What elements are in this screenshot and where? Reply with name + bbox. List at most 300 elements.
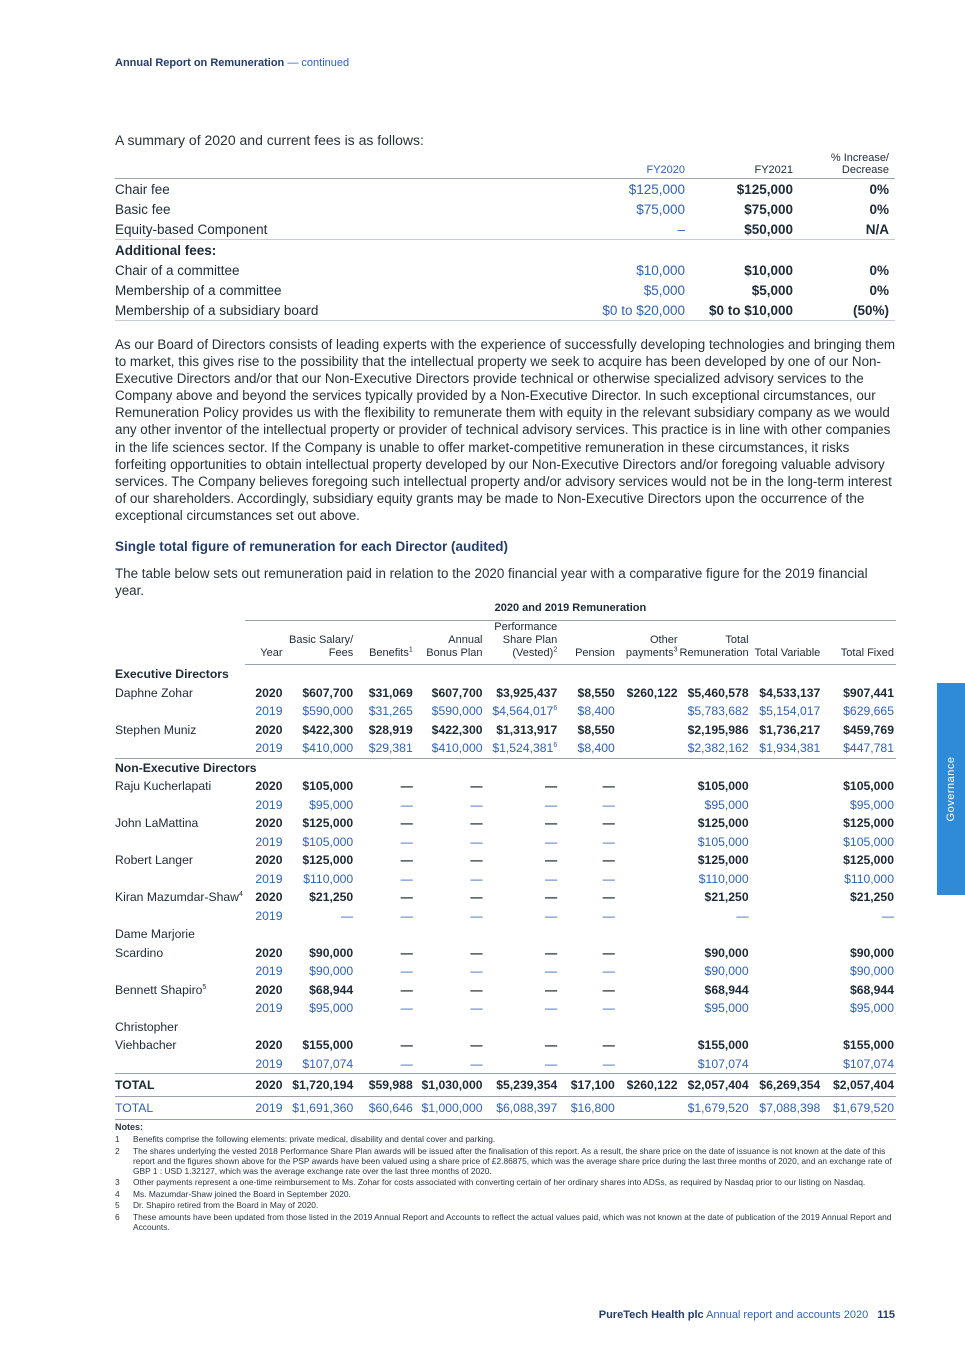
- table-cell: [115, 907, 245, 926]
- director-name: John LaMattina: [115, 816, 199, 831]
- table-cell: 2020: [255, 685, 283, 700]
- table-cell: $8,400: [577, 704, 615, 719]
- table-cell: $105,000: [843, 834, 894, 849]
- fees-change: 0%: [869, 282, 889, 298]
- table-cell: $68,944: [849, 982, 894, 997]
- table-cell: [115, 999, 245, 1018]
- table-cell: $155,000: [843, 1038, 894, 1053]
- director-name: Bennett Shapiro$^5$: [115, 982, 207, 997]
- table-cell: —: [400, 1038, 413, 1053]
- header-title: Annual Report on Remuneration: [115, 57, 285, 69]
- table-cell: $105,000: [302, 834, 354, 849]
- table-cell: $607,700: [302, 685, 354, 700]
- table-cell: $607,700: [431, 685, 483, 700]
- table-cell: [617, 702, 680, 721]
- director-name: Robert Langer: [115, 853, 193, 868]
- table-cell: [617, 1097, 680, 1120]
- table-cell: $16,800: [559, 1097, 617, 1120]
- table-cell: —: [545, 1001, 558, 1016]
- table-cell: —: [602, 908, 615, 923]
- fees-row: [115, 280, 895, 300]
- notes: [115, 1122, 900, 1233]
- table-cell: $260,122: [617, 1074, 680, 1097]
- table-cell: $260,122: [626, 685, 678, 700]
- table-cell: $590,000: [302, 704, 354, 719]
- table-cell: —: [400, 1056, 413, 1071]
- fees-header-row: [115, 152, 895, 179]
- table-cell: $6,088,397: [485, 1097, 560, 1120]
- running-header: [115, 57, 349, 69]
- table-cell: [751, 1036, 823, 1055]
- table-cell: —: [470, 890, 483, 905]
- col-bonus: Annual Bonus Plan: [415, 621, 485, 665]
- table-cell: —: [602, 797, 615, 812]
- table-cell: —: [545, 779, 558, 794]
- table-cell: $8,550: [577, 685, 615, 700]
- table-cell: $125,000: [697, 853, 749, 868]
- table-cell: —: [470, 871, 483, 886]
- table-cell: $110,000: [844, 871, 894, 886]
- table-cell: $590,000: [431, 704, 483, 719]
- fees-row-label: Equity-based Component: [115, 219, 571, 240]
- table-cell: $68,944: [704, 982, 749, 997]
- director-name: Christopher: [115, 1019, 178, 1034]
- table-cell: $8,400: [559, 739, 617, 758]
- fees-change: (50%): [799, 300, 895, 321]
- fees-change: 0%: [869, 262, 889, 278]
- table-cell: [751, 870, 823, 889]
- table-cell: [751, 833, 823, 852]
- fees-fy2021: $10,000: [744, 262, 793, 278]
- table-row: [115, 999, 896, 1018]
- table-cell: $7,088,398: [751, 1097, 823, 1120]
- col-year: Year: [245, 621, 285, 665]
- table-row: [115, 702, 896, 721]
- table-cell: —: [545, 1056, 558, 1071]
- table-row: [115, 907, 896, 926]
- director-name: Stephen Muniz: [115, 722, 197, 737]
- category-row: [115, 665, 896, 684]
- table-cell: —: [400, 964, 413, 979]
- note-item: 4 Ms. Mazumdar-Shaw joined the Board in September 2020.: [115, 1188, 351, 1199]
- note-item: 2 The shares underlying the vested 2018 Performance Share Plan awards will be issued after the finalisation of this report. As a result, the share price on the date of issuance is not known at the date of this report and the figures shown above for the PSP awards have been valued using a share price of £2.86875, which was the average share price during the last three months of 2020, and an exchange rate of GBP 1 : USD 1.32127, which was the average exchange rate over the last three months of 2020.: [115, 1145, 892, 1176]
- table-cell: [751, 981, 823, 1000]
- table-cell: 2019: [255, 964, 283, 979]
- table-cell: $21,250: [849, 890, 894, 905]
- header-continued: — continued: [287, 57, 350, 69]
- table-cell: $90,000: [704, 945, 749, 960]
- table-cell: —: [545, 797, 558, 812]
- col-fixed: Total Fixed: [822, 621, 896, 665]
- table-cell: 2020: [255, 816, 283, 831]
- table-cell: 2019: [255, 871, 283, 886]
- table-cell: $629,665: [843, 704, 894, 719]
- table-cell: —: [400, 945, 413, 960]
- table-cell: $90,000: [849, 964, 894, 979]
- table-cell: $90,000: [849, 945, 894, 960]
- table-cell: —: [400, 871, 413, 886]
- table-cell: [751, 907, 823, 926]
- table-cell: [115, 870, 245, 889]
- table-cell: —: [545, 964, 558, 979]
- table-cell: $90,000: [309, 945, 354, 960]
- table-cell: [751, 999, 823, 1018]
- table-cell: 2020: [255, 982, 283, 997]
- table-cell: 2019: [255, 834, 283, 849]
- table-row: [115, 721, 896, 740]
- table-row: [115, 944, 896, 963]
- table-cell: $6,269,354: [751, 1074, 823, 1097]
- table-row: [115, 739, 896, 758]
- table-cell: —: [470, 834, 483, 849]
- table-cell: —: [602, 853, 615, 868]
- table-cell: $105,000: [302, 779, 354, 794]
- table-cell: [617, 851, 680, 870]
- table-cell: —: [470, 982, 483, 997]
- page-footer: [599, 1309, 895, 1321]
- note-item: 6 These amounts have been updated from those listed in the 2019 Annual Report and Accounts to reflect the actual values paid, which was not known at the date of publication of the 2019 Annual Report and Accounts.: [115, 1211, 892, 1232]
- fees-row-label: Chair fee: [115, 181, 170, 197]
- table-cell: —: [400, 1001, 413, 1016]
- table-cell: —: [545, 1038, 558, 1053]
- table-cell: —: [602, 945, 615, 960]
- table-cell: —: [400, 890, 413, 905]
- table-cell: $1,524,381$^6$: [485, 739, 560, 758]
- category-row: [115, 758, 896, 777]
- fees-fy2021: $50,000: [691, 219, 799, 240]
- col-benefits: Benefits$^1$: [355, 621, 415, 665]
- side-tab-label: Governance: [945, 756, 957, 822]
- table-cell: $68,944: [309, 982, 354, 997]
- table-cell: [115, 702, 245, 721]
- col-variable: Total Variable: [751, 621, 823, 665]
- table-cell: $21,250: [309, 890, 354, 905]
- table-cell: [617, 796, 680, 815]
- table-cell: [617, 981, 680, 1000]
- table-cell: $3,925,437: [496, 685, 558, 700]
- table-cell: —: [470, 853, 483, 868]
- table-cell: [751, 1055, 823, 1074]
- col-total: Total Remuneration: [680, 621, 751, 665]
- table-cell: $2,057,404: [822, 1074, 896, 1097]
- table-cell: $1,000,000: [415, 1097, 485, 1120]
- table-cell: $29,381: [355, 739, 415, 758]
- table-cell: $95,000: [704, 797, 749, 812]
- table-cell: $28,919: [368, 722, 413, 737]
- table-row: [115, 851, 896, 870]
- table-cell: $125,000: [843, 816, 894, 831]
- table-cell: [617, 907, 680, 926]
- table-cell: 2020: [255, 945, 283, 960]
- table-cell: —: [545, 908, 558, 923]
- table-cell: 2019: [245, 1097, 285, 1120]
- table-cell: —: [602, 1001, 615, 1016]
- table-cell: —: [470, 779, 483, 794]
- table-cell: [751, 814, 823, 833]
- note-item: 3 Other payments represent a one-time reimbursement to Ms. Zohar for costs associated with converting certain of her ordinary shares into ADSs, as required by Nasdaq prior to our listing on Nasdaq.: [115, 1177, 866, 1187]
- table-cell: [617, 814, 680, 833]
- fees-row-label: Membership of a subsidiary board: [115, 300, 571, 321]
- table-cell: —: [400, 853, 413, 868]
- table-cell: —: [881, 908, 894, 923]
- table-row: [115, 814, 896, 833]
- table-cell: —: [545, 816, 558, 831]
- table-cell: 2019: [255, 1056, 283, 1071]
- table-cell: [751, 962, 823, 981]
- table-cell: [115, 739, 245, 758]
- table-row: [115, 777, 896, 796]
- table-cell: [115, 1055, 245, 1074]
- table-cell: $125,000: [843, 853, 894, 868]
- table-cell: $17,100: [559, 1074, 617, 1097]
- table-cell: —: [602, 779, 615, 794]
- table-cell: [617, 1055, 680, 1074]
- table-cell: —: [602, 964, 615, 979]
- table-row: [115, 796, 896, 815]
- director-name: Scardino: [115, 945, 164, 960]
- table-cell: $1,679,520: [680, 1097, 751, 1120]
- table-cell: $95,000: [309, 1001, 354, 1016]
- col-salary: Basic Salary/ Fees: [284, 621, 355, 665]
- fees-col-fy2021: FY2021: [691, 152, 799, 179]
- fees-fy2021: $0 to $10,000: [691, 300, 799, 321]
- table-cell: $60,646: [355, 1097, 415, 1120]
- table-cell: —: [545, 871, 558, 886]
- table-cell: $5,154,017: [759, 704, 821, 719]
- table-cell: —: [400, 779, 413, 794]
- table-cell: —: [602, 890, 615, 905]
- table-cell: [617, 721, 680, 740]
- table-cell: $155,000: [697, 1038, 749, 1053]
- director-name: Dame Marjorie: [115, 927, 195, 942]
- fees-change: 0%: [869, 181, 889, 197]
- table-cell: —: [470, 945, 483, 960]
- table-cell: 2020: [255, 779, 283, 794]
- table-cell: [617, 777, 680, 796]
- fees-change: N/A: [799, 219, 895, 240]
- table-cell: —: [470, 964, 483, 979]
- table-cell: $95,000: [704, 1001, 749, 1016]
- table-row: [115, 1055, 896, 1074]
- table-cell: —: [602, 982, 615, 997]
- fees-additional-label: Additional fees:: [115, 242, 217, 258]
- fees-fy2021: $5,000: [751, 282, 793, 298]
- table-cell: $110,000: [303, 871, 354, 886]
- table-cell: —: [400, 982, 413, 997]
- table-cell: —: [602, 1056, 615, 1071]
- table-cell: $2,195,986: [687, 722, 749, 737]
- fees-row: [115, 219, 895, 240]
- table-cell: —: [736, 908, 749, 923]
- table-cell: [751, 851, 823, 870]
- table-cell: $105,000: [843, 779, 894, 794]
- table-cell: —: [602, 1038, 615, 1053]
- table-cell: —: [400, 834, 413, 849]
- table-cell: $1,691,360: [284, 1097, 355, 1120]
- footer-company: PureTech Health plc: [598, 1309, 704, 1321]
- page-number: 115: [877, 1309, 895, 1321]
- table-cell: —: [602, 834, 615, 849]
- table-cell: [617, 888, 680, 907]
- table-cell: 2020: [255, 890, 283, 905]
- table-cell: [751, 944, 823, 963]
- table-cell: 2020: [255, 853, 283, 868]
- table-cell: $107,074: [843, 1056, 894, 1071]
- fees-row: [115, 179, 895, 200]
- table-cell: $21,250: [704, 890, 749, 905]
- fees-fy2020: $10,000: [636, 262, 685, 278]
- fees-row: [115, 260, 895, 280]
- table-cell: $4,564,017$^6$: [492, 704, 558, 719]
- table-cell: 2020: [255, 1038, 283, 1053]
- fees-col-change: % Increase/ Decrease: [799, 152, 895, 179]
- fees-row: [115, 300, 895, 321]
- section-intro: The table below sets out remuneration paid in relation to the 2020 financial year with a comparative figure for the 2019 financial year.: [115, 566, 868, 598]
- director-name: Viehbacher: [115, 1038, 177, 1053]
- table-cell: [617, 833, 680, 852]
- table-cell: —: [470, 1056, 483, 1071]
- fees-row-label: Membership of a committee: [115, 282, 282, 298]
- table-cell: —: [545, 853, 558, 868]
- table-cell: $422,300: [431, 722, 483, 737]
- table-cell: $907,441: [843, 685, 894, 700]
- fees-col-fy2020: FY2020: [571, 152, 691, 179]
- table-cell: $95,000: [309, 797, 354, 812]
- fees-fy2020: $0 to $20,000: [571, 300, 691, 321]
- table-cell: $125,000: [302, 816, 354, 831]
- table-cell: $125,000: [697, 816, 749, 831]
- table-cell: $105,000: [697, 834, 749, 849]
- total-label: TOTAL: [115, 1074, 245, 1097]
- group-header-row: [115, 602, 896, 621]
- col-pension: Pension: [559, 621, 617, 665]
- fees-fy2021: $75,000: [744, 201, 793, 217]
- category-executive: Executive Directors: [115, 667, 229, 682]
- table-cell: [617, 739, 680, 758]
- table-cell: $59,988: [355, 1074, 415, 1097]
- table-cell: —: [400, 908, 413, 923]
- table-cell: $155,000: [302, 1038, 354, 1053]
- table-cell: $1,679,520: [822, 1097, 896, 1120]
- table-cell: —: [545, 945, 558, 960]
- table-cell: [617, 999, 680, 1018]
- column-header-row: [115, 621, 896, 665]
- table-row: [115, 684, 896, 703]
- fees-fy2021: $125,000: [736, 181, 793, 197]
- table-cell: —: [470, 1001, 483, 1016]
- group-header: 2020 and 2019 Remuneration: [245, 602, 896, 621]
- table-cell: —: [545, 890, 558, 905]
- table-cell: $1,720,194: [284, 1074, 355, 1097]
- table-cell: $2,382,162: [680, 739, 751, 758]
- footer-report: Annual report and accounts 2020: [706, 1309, 869, 1321]
- fees-row-label: Basic fee: [115, 201, 171, 217]
- director-name: Kiran Mazumdar-Shaw$^4$: [115, 890, 243, 905]
- note-item: 1 Benefits comprise the following elements: private medical, disability and dental cover and parking.: [115, 1134, 496, 1144]
- director-name: Raju Kucherlapati: [115, 779, 212, 794]
- table-cell: $422,300: [302, 722, 354, 737]
- table-cell: —: [602, 816, 615, 831]
- notes-heading: Notes:: [115, 1122, 144, 1132]
- section-side-tab[interactable]: [937, 683, 965, 895]
- fees-intro: A summary of 2020 and current fees is as follows:: [115, 132, 424, 148]
- table-row: [115, 981, 896, 1000]
- total-label: TOTAL: [115, 1097, 245, 1120]
- table-cell: 2019: [255, 797, 283, 812]
- policy-paragraph: As our Board of Directors consists of leading experts with the experience of successfully developing technologies and bringing them to market, this gives rise to the possibility that the intellectual property we seek to acquire has been developed by one of our Non-Executive Directors and/or that our Non-Executive Directors provide technical or otherwise specialized advisory services to the Company above and beyond the services typically provided by a Non-Executive Director. In such exceptional circumstances, our Remuneration Policy provides us with the flexibility to remunerate them with equity in the relevant subsidiary company as we would any other inventor of the intellectual property or provider of technical advisory services. This practice is in line with other companies in the life sciences sector. If the Company is unable to offer market-competitive remuneration in these circumstances, it risks forfeiting opportunities to obtain intellectual property developed by our Non-Executive Directors and/or foregoing valuable advisory services. The Company believes foregoing such intellectual property and/or advisory services would not be in the long-term interest of our shareholders. Accordingly, subsidiary equity grants may be made to Non-Executive Directors upon the occurrence of the exceptional circumstances set out above.: [115, 337, 896, 523]
- table-cell: —: [341, 908, 354, 923]
- table-cell: —: [545, 982, 558, 997]
- table-cell: —: [400, 816, 413, 831]
- table-row: [115, 833, 896, 852]
- table-cell: —: [470, 816, 483, 831]
- table-cell: 2019: [245, 739, 285, 758]
- fees-row: [115, 199, 895, 219]
- section-title: Single total figure of remuneration for each Director (audited): [115, 539, 509, 554]
- table-row: [115, 1036, 896, 1055]
- table-cell: $447,781: [822, 739, 896, 758]
- table-row: [115, 870, 896, 889]
- note-item: 5 Dr. Shapiro retired from the Board in May of 2020.: [115, 1200, 319, 1210]
- table-cell: 2019: [255, 704, 283, 719]
- table-row: [115, 1018, 896, 1037]
- table-cell: $459,769: [843, 722, 894, 737]
- fees-additional-row: [115, 240, 895, 261]
- table-cell: [617, 944, 680, 963]
- table-cell: $1,736,217: [759, 722, 821, 737]
- table-cell: $5,239,354: [485, 1074, 560, 1097]
- category-non-executive: Non-Executive Directors: [115, 760, 257, 775]
- table-cell: $31,265: [368, 704, 413, 719]
- table-cell: $5,460,578: [687, 685, 749, 700]
- table-cell: $8,550: [577, 722, 615, 737]
- table-cell: 2020: [245, 1074, 285, 1097]
- fees-fy2020: $75,000: [636, 201, 685, 217]
- table-cell: $5,783,682: [687, 704, 749, 719]
- table-cell: [115, 833, 245, 852]
- table-cell: $410,000: [284, 739, 355, 758]
- table-cell: [115, 962, 245, 981]
- table-cell: $95,000: [849, 1001, 894, 1016]
- table-row: [115, 888, 896, 907]
- table-cell: —: [470, 908, 483, 923]
- table-cell: [751, 796, 823, 815]
- table-cell: $95,000: [849, 797, 894, 812]
- fees-table: [115, 152, 895, 321]
- table-cell: $31,069: [368, 685, 413, 700]
- table-cell: 2019: [255, 1001, 283, 1016]
- table-cell: $4,533,137: [759, 685, 821, 700]
- table-cell: 2019: [255, 908, 283, 923]
- total-row-2019: [115, 1097, 896, 1120]
- fees-fy2020: –: [571, 219, 691, 240]
- director-name: Daphne Zohar: [115, 685, 193, 700]
- table-cell: $107,074: [302, 1056, 354, 1071]
- fees-change: 0%: [869, 201, 889, 217]
- table-cell: [751, 888, 823, 907]
- table-cell: [751, 777, 823, 796]
- table-cell: $90,000: [704, 964, 749, 979]
- table-row: [115, 962, 896, 981]
- table-cell: —: [470, 797, 483, 812]
- table-cell: [617, 1036, 680, 1055]
- table-cell: 2020: [255, 722, 283, 737]
- fees-fy2020: $125,000: [628, 181, 685, 197]
- table-cell: —: [602, 871, 615, 886]
- table-cell: —: [545, 834, 558, 849]
- table-cell: [617, 870, 680, 889]
- col-other: Other payments$^3$: [617, 621, 680, 665]
